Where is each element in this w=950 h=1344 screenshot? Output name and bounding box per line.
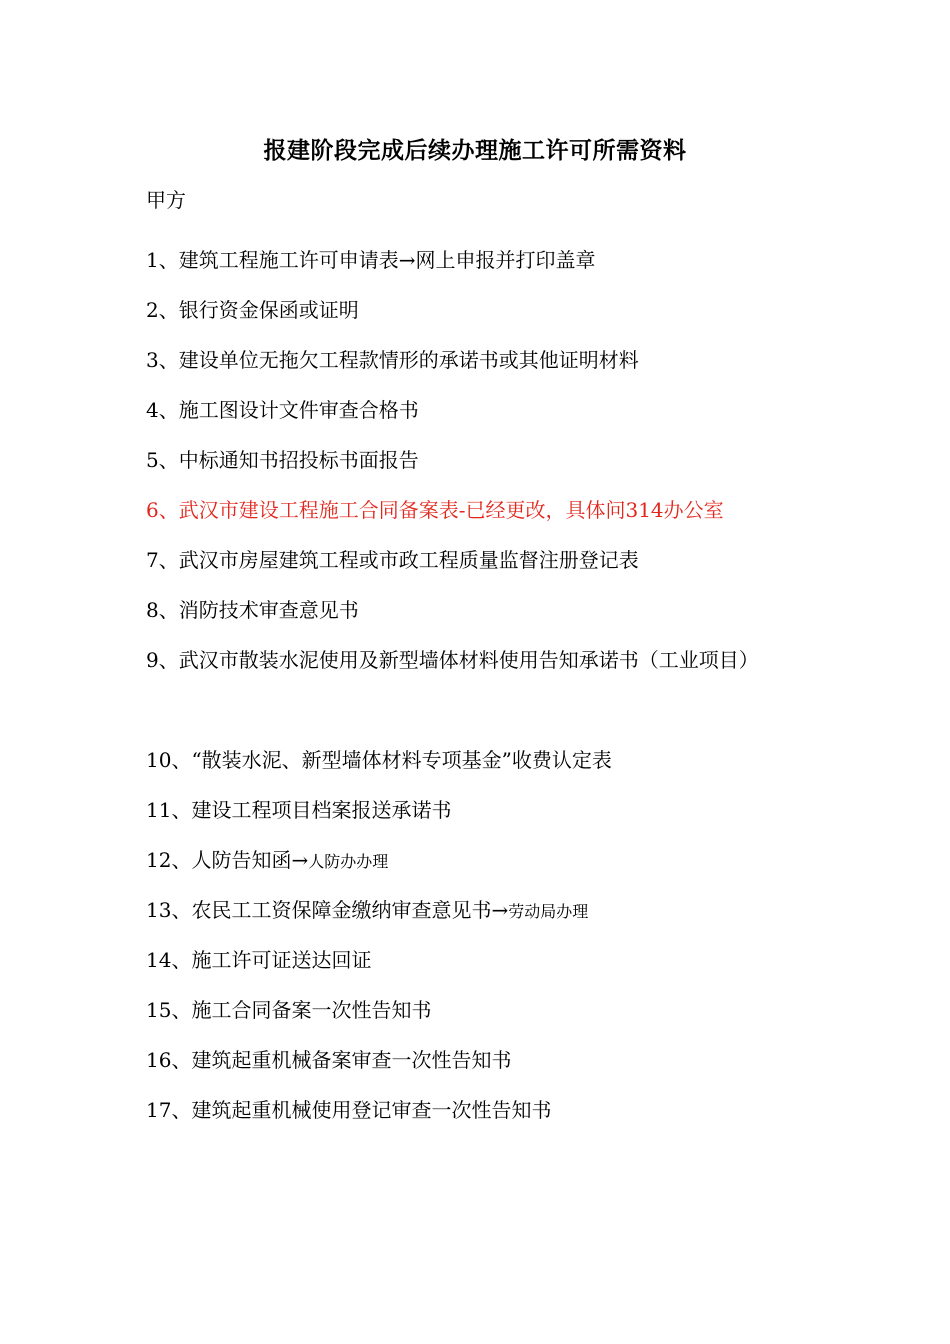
list-item [146,535,826,585]
item-text: 6、武汉市建设工程施工合同备案表-已经更改，具体问314办公室 [146,498,724,522]
list-item [146,1035,826,1085]
list-item [146,885,826,935]
party-label: 甲方 [146,188,186,212]
list-item [146,985,826,1035]
item-text: 8、消防技术审查意见书 [146,598,359,622]
list-item [146,1085,826,1135]
item-text: 10、“散装水泥、新型墙体材料专项基金”收费认定表 [146,748,612,772]
requirements-list [146,235,826,1135]
item-text: 14、施工许可证送达回证 [146,948,372,972]
list-item [146,335,826,385]
list-item [146,785,826,835]
list-item [146,235,826,285]
list-item [146,935,826,985]
document-title: 报建阶段完成后续办理施工许可所需资料 [263,137,687,164]
item-text: 7、武汉市房屋建筑工程或市政工程质量监督注册登记表 [146,548,639,572]
list-item [146,735,826,785]
item-text: 17、建筑起重机械使用登记审查一次性告知书 [146,1098,552,1122]
item-text: 3、建设单位无拖欠工程款情形的承诺书或其他证明材料 [146,348,639,372]
list-item [146,435,826,485]
list-item [146,285,826,335]
item-text: 4、施工图设计文件审查合格书 [146,398,419,422]
item-text: 9、武汉市散装水泥使用及新型墙体材料使用告知承诺书（工业项目） [146,648,759,672]
item-text: 13、农民工工资保障金缴纳审查意见书→ [146,898,509,922]
item-note: 劳动局办理 [508,902,589,921]
list-item [146,835,826,885]
list-item [146,385,826,435]
item-text: 5、中标通知书招投标书面报告 [146,448,419,472]
item-text: 11、建设工程项目档案报送承诺书 [146,798,452,822]
list-item [146,585,826,635]
list-item [146,635,826,735]
item-note: 人防办办理 [308,852,389,871]
item-text: 12、人防告知函→ [146,848,309,872]
item-text: 16、建筑起重机械备案审查一次性告知书 [146,1048,512,1072]
item-text: 15、施工合同备案一次性告知书 [146,998,432,1022]
item-text: 2、银行资金保函或证明 [146,298,359,322]
item-text: 1、建筑工程施工许可申请表→网上申报并打印盖章 [146,248,596,272]
list-item-highlighted [146,485,826,535]
